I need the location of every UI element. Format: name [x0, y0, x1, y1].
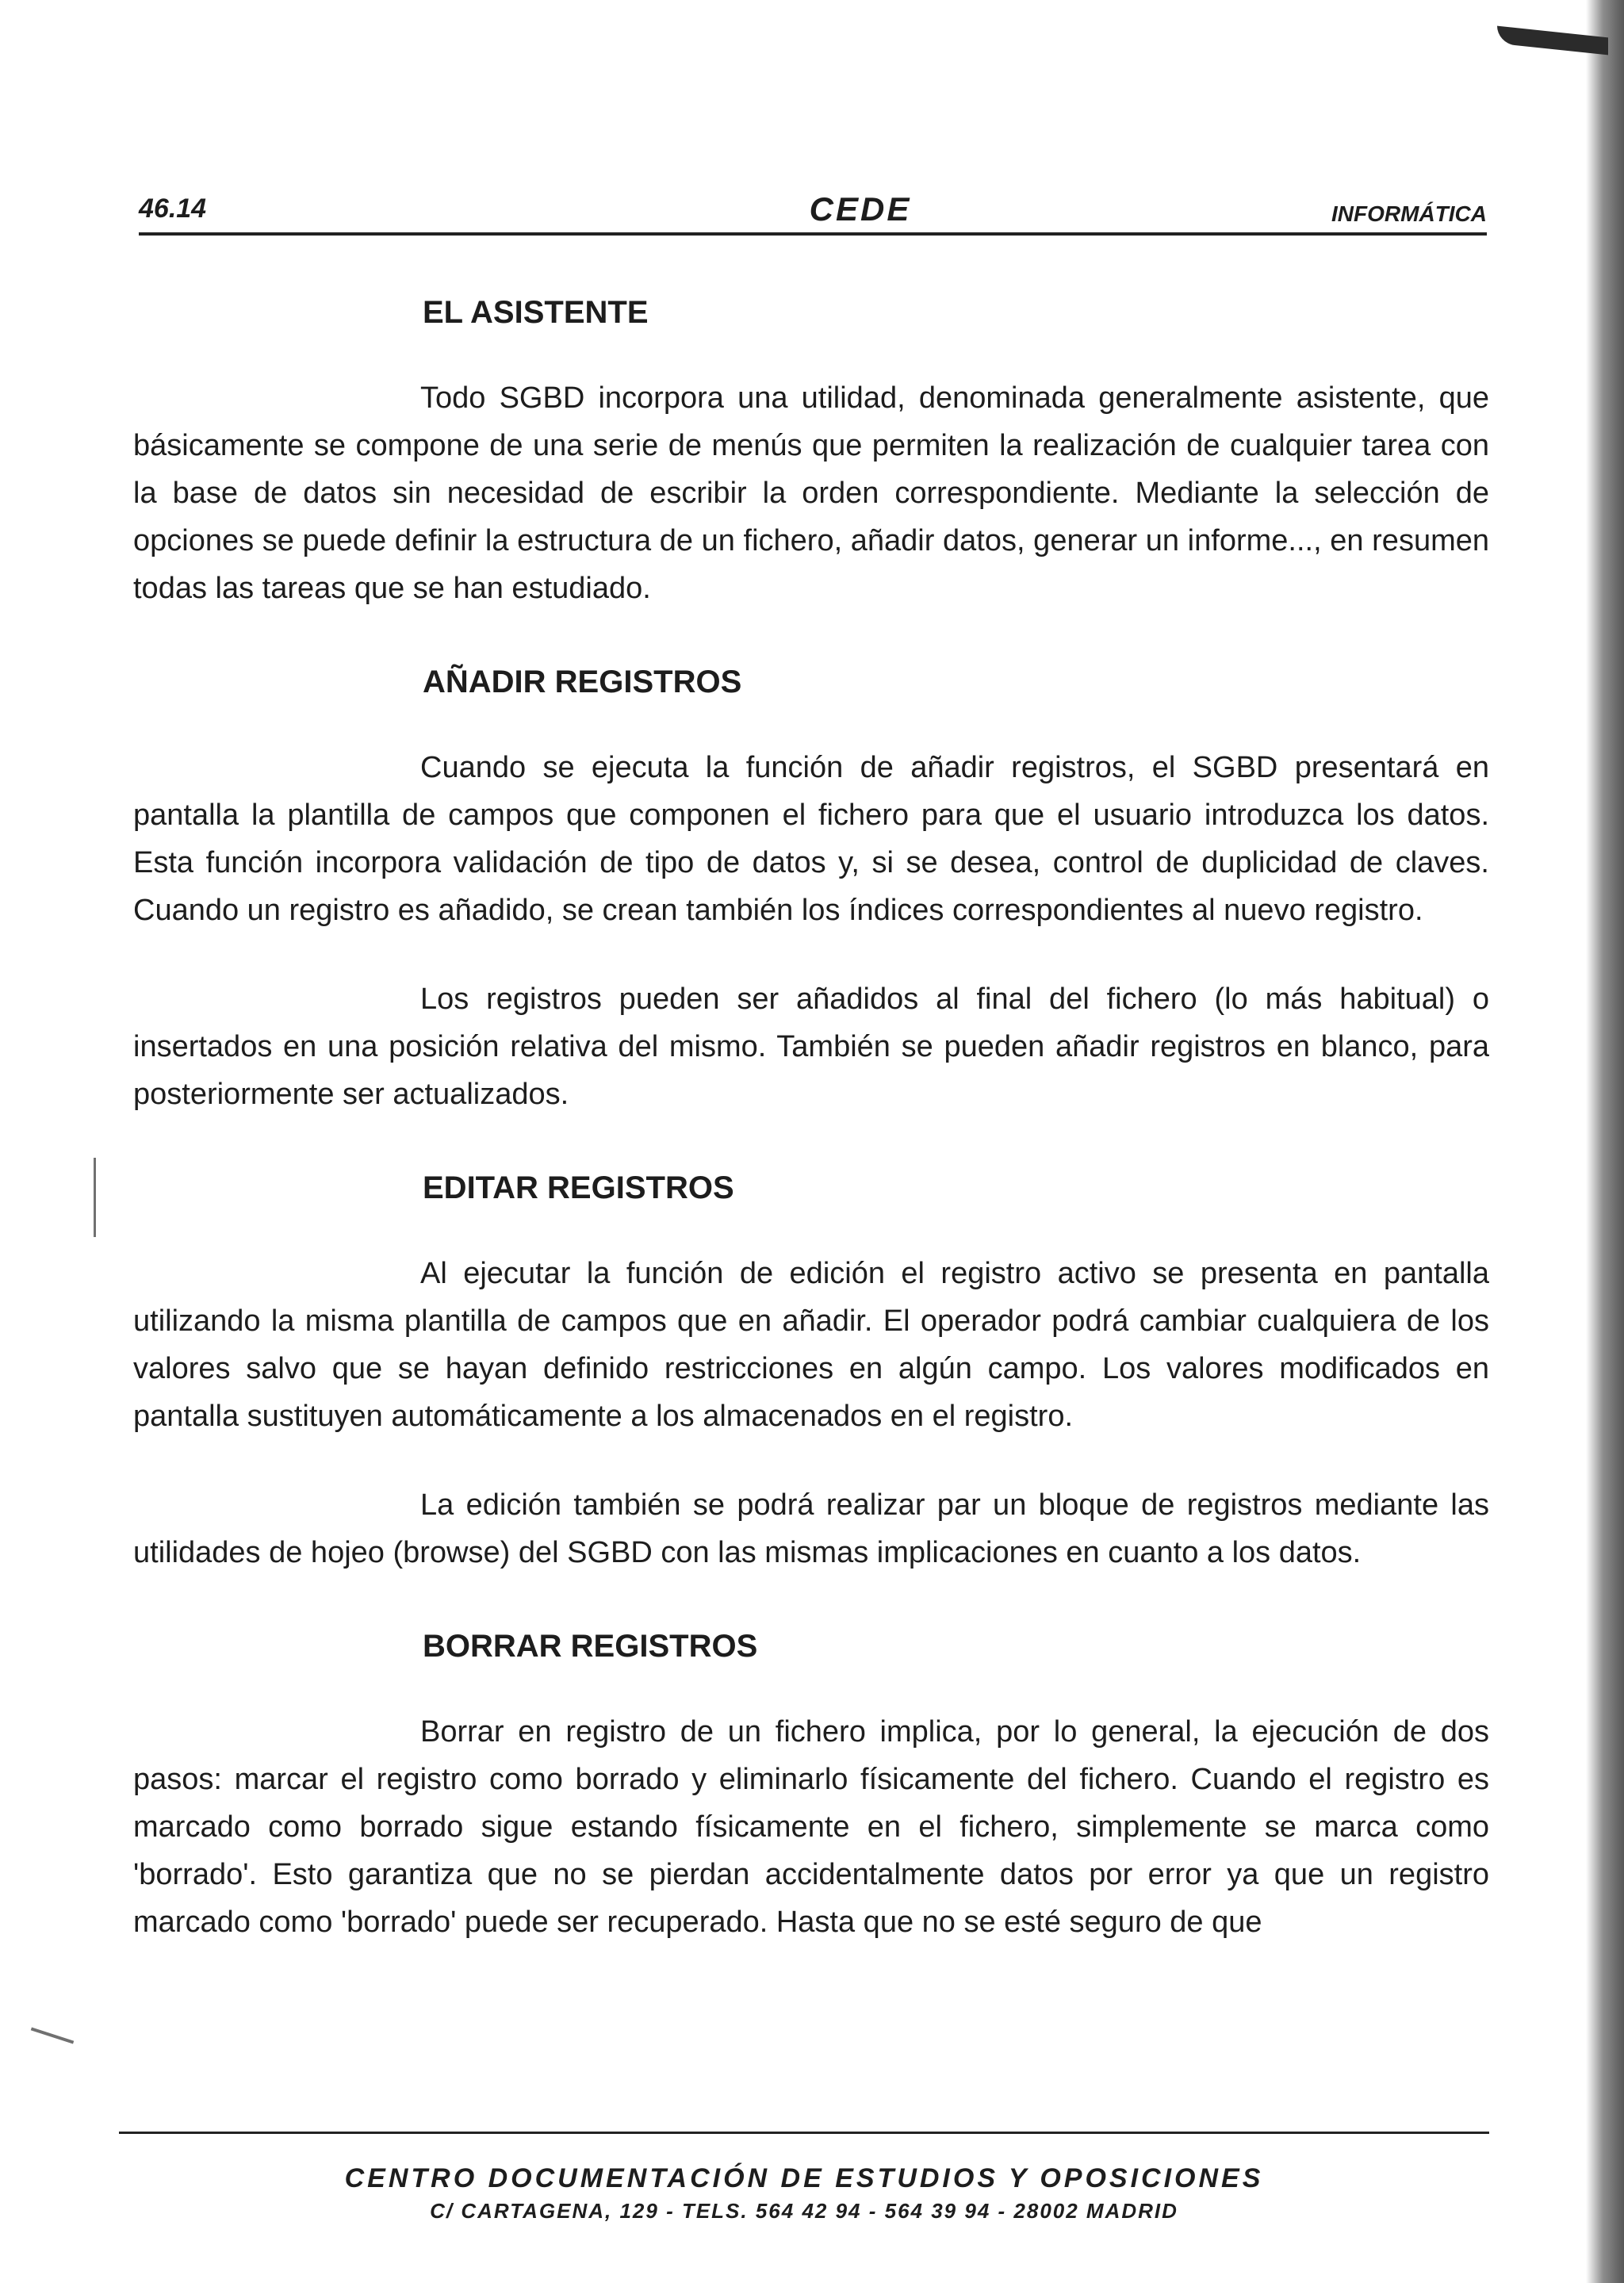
- section-title: AÑADIR REGISTROS: [423, 665, 742, 699]
- paragraph: Al ejecutar la función de edición el registro activo se presenta en pantalla utilizando la misma plantilla de campos que en añadir. El operador podrá cambiar cualquiera de los valores salvo que se hayan definido restricciones en algún campo. Los valores modificados en pantalla sustituyen automáticamente a los almacenados en el registro.: [133, 1257, 1489, 1433]
- paragraph: Los registros pueden ser añadidos al final del fichero (lo más habitual) o insertados en una posición relativa del mismo. También se pueden añadir registros en blanco, para posteriormente ser actualizados.: [133, 983, 1489, 1111]
- paragraph: Borrar en registro de un fichero implica, por lo general, la ejecución de dos pasos: marcar el registro como borrado y eliminarlo físicamente del fichero. Cuando el registro es marcado como borrado sigue estando físicamente en el fichero, simplemente se marca como 'borrado'. Esto garantiza que no se pierdan accidentalmente datos por error ya que un registro marcado como 'borrado' puede ser recuperado. Hasta que no se esté seguro de que: [133, 1715, 1489, 1939]
- section-title: EDITAR REGISTROS: [423, 1170, 734, 1205]
- section-borrar-registros: [133, 1627, 1489, 1946]
- scan-mark-arrow: [31, 2027, 74, 2044]
- section-title: BORRAR REGISTROS: [423, 1629, 758, 1664]
- section-asistente: [133, 293, 1489, 612]
- page-header: [139, 190, 1487, 238]
- footer-divider: [119, 2132, 1489, 2134]
- paragraph: La edición también se podrá realizar par un bloque de registros mediante las utilidades de hojeo (browse) del SGBD con las mismas implicaciones en cuanto a los datos.: [133, 1488, 1489, 1569]
- page-number: 46.14: [139, 193, 207, 224]
- scan-shadow-edge: [1586, 0, 1624, 2283]
- scan-mark-left: [94, 1158, 96, 1237]
- paragraph: Todo SGBD incorpora una utilidad, denominada generalmente asistente, que básicamente se compone de una serie de menús que permiten la realización de cualquier tarea con la base de datos sin necesidad de escribir la orden correspondiente. Mediante la selección de opciones se puede definir la estructura de un fichero, añadir datos, generar un informe..., en resumen todas las tareas que se han estudiado.: [133, 381, 1489, 605]
- publisher-logo: CEDE: [809, 190, 912, 228]
- section-anadir-registros: [133, 663, 1489, 1118]
- header-divider: [139, 232, 1487, 236]
- section-title: EL ASISTENTE: [423, 295, 649, 330]
- section-editar-registros: [133, 1169, 1489, 1576]
- footer-organization: CENTRO DOCUMENTACIÓN DE ESTUDIOS Y OPOSICIONES: [344, 2163, 1264, 2193]
- paragraph: Cuando se ejecuta la función de añadir registros, el SGBD presentará en pantalla la plantilla de campos que componen el fichero para que el usuario introduzca los datos. Esta función incorpora validación de tipo de datos y, si se desea, control de duplicidad de claves. Cuando un registro es añadido, se crean también los índices correspondientes al nuevo registro.: [133, 751, 1489, 927]
- footer-address: C/ CARTAGENA, 129 - TELS. 564 42 94 - 564 39 94 - 28002 MADRID: [430, 2199, 1178, 2223]
- page-content: [133, 293, 1489, 1946]
- section-name: INFORMÁTICA: [1331, 201, 1487, 226]
- page-footer: [119, 2163, 1489, 2224]
